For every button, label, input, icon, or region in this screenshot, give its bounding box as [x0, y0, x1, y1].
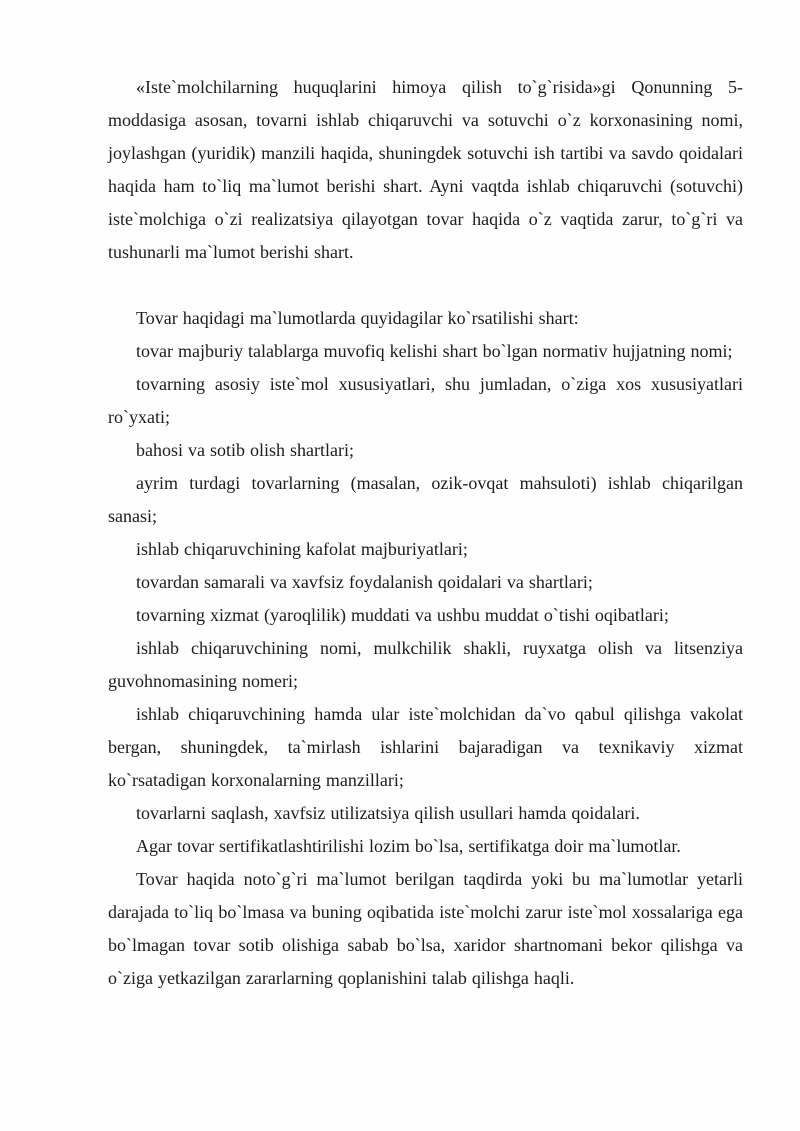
paragraph-list-item: tovarning xizmat (yaroqlilik) muddati va ushbu muddat o`tishi oqibatlari;: [136, 605, 669, 625]
paragraph-certificate-note: Agar tovar sertifikatlashtirilishi lozim bo`lsa, sertifikatga doir ma`lumotlar.: [136, 836, 681, 856]
paragraph-list-item: bahosi va sotib olish shartlari;: [136, 440, 354, 460]
paragraph-list-item: ishlab chiqaruvchining nomi, mulkchilik shakli, ruyxatga olish va litsenziya guvohnomasining nomeri;: [108, 638, 743, 691]
paragraph-list-item: tovardan samarali va xavfsiz foydalanish qoidalari va shartlari;: [136, 572, 593, 592]
paragraph-list-item: ayrim turdagi tovarlarning (masalan, ozik-ovqat mahsuloti) ishlab chiqarilgan sanasi;: [108, 473, 743, 526]
paragraph-list-item: tovarning asosiy iste`mol xususiyatlari, shu jumladan, o`ziga xos xususiyatlari ro`yxati;: [108, 374, 743, 427]
paragraph-list-item: ishlab chiqaruvchining hamda ular iste`molchidan da`vo qabul qilishga vakolat bergan, shuningdek, ta`mirlash ishlarini bajaradigan va texnikaviy xizmat ko`rsatadigan korxonalarning manzillari;: [108, 704, 743, 790]
paragraph-list-item: ishlab chiqaruvchining kafolat majburiyatlari;: [136, 539, 468, 559]
paragraph-list-item: tovarlarni saqlash, xavfsiz utilizatsiya qilish usullari hamda qoidalari.: [136, 803, 640, 823]
paragraph-closing: Tovar haqida noto`g`ri ma`lumot berilgan taqdirda yoki bu ma`lumotlar yetarli darajada to`liq bo`lmasa va buning oqibatida iste`molchi zarur iste`mol xossalariga ega bo`lmagan tovar sotib olishiga sabab bo`lsa, xaridor shartnomani bekor qilishga va o`ziga yetkazilgan zararlarning qoplanishini talab qilishga haqli.: [108, 869, 743, 988]
paragraph-list-heading: Tovar haqidagi ma`lumotlarda quyidagilar ko`rsatilishi shart:: [136, 308, 579, 328]
paragraph-intro: «Iste`molchilarning huquqlarini himoya qilish to`g`risida»gi Qonunning 5-moddasiga asosan, tovarni ishlab chiqaruvchi va sotuvchi o`z korxonasining nomi, joylashgan (yuridik) manzili haqida, shuningdek sotuvchi ish tartibi va savdo qoidalari haqida ham to`liq ma`lumot berishi shart. Ayni vaqtda ishlab chiqaruvchi (sotuvchi) iste`molchiga o`zi realizatsiya qilayotgan tovar haqida o`z vaqtida zarur, to`g`ri va tushunarli ma`lumot berishi shart.: [108, 77, 743, 262]
paragraph-list-item: tovar majburiy talablarga muvofiq kelishi shart bo`lgan normativ hujjatning nomi;: [136, 341, 733, 361]
